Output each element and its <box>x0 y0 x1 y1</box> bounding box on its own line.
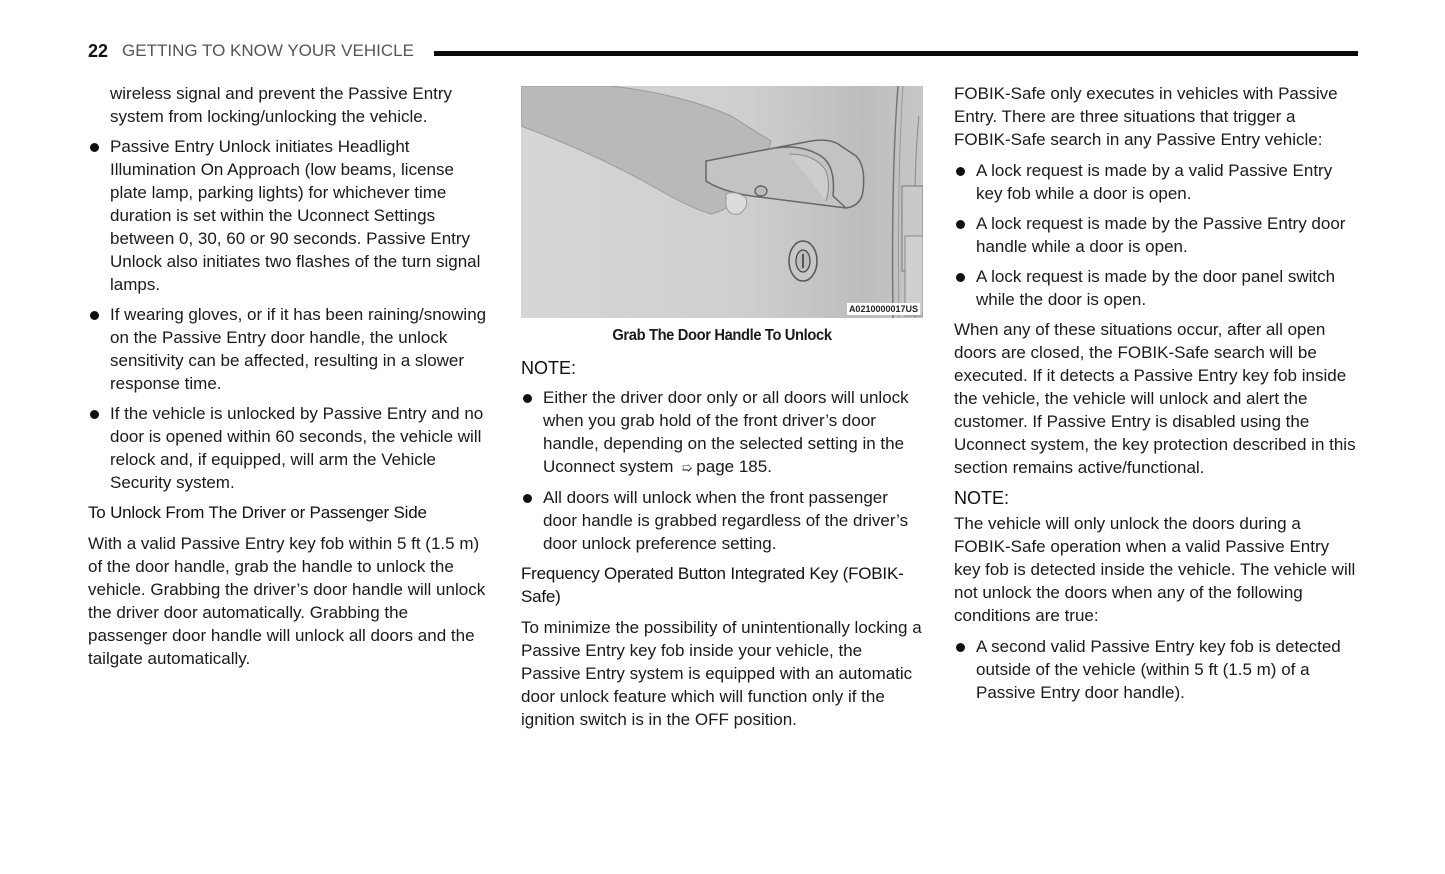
bullet-icon <box>90 311 99 320</box>
list-item <box>954 159 1356 205</box>
chapter-title: GETTING TO KNOW YOUR VEHICLE <box>122 41 414 60</box>
list-item <box>88 135 490 296</box>
list-item-text: If the vehicle is unlocked by Passive Entry and no door is opened within 60 seconds, the vehicle will relock and, if equipped, will arm the Vehicle Security system. <box>110 404 484 492</box>
bullet-icon <box>90 410 99 419</box>
column-1 <box>88 82 490 678</box>
note-label: NOTE: <box>521 358 577 378</box>
page-number: 22 <box>88 40 109 61</box>
page-header <box>88 38 1358 64</box>
bullet-icon <box>523 494 532 503</box>
door-handle-figure <box>521 86 923 318</box>
cross-reference-arrow-icon: ➯ <box>681 460 693 475</box>
bullet-icon <box>956 167 965 176</box>
fobik-safe-paragraph: To minimize the possibility of unintentionally locking a Passive Entry key fob inside your vehicle, the Passive Entry system is equipped with an automatic door unlock feature which will function only if the ignition switch is in the OFF position. <box>521 618 922 729</box>
list-item-text: A lock request is made by the door panel switch while the door is open. <box>976 267 1336 309</box>
bullet-icon <box>90 143 99 152</box>
list-item-text: A second valid Passive Entry key fob is detected outside of the vehicle (within 5 ft (1.5 m) of a Passive Entry door handle). <box>976 637 1341 702</box>
list-item <box>954 265 1356 311</box>
note-paragraph: The vehicle will only unlock the doors during a FOBIK-Safe operation when a valid Passive Entry key fob is detected inside the vehicle. The vehicle will not unlock the doors when any of the following conditions are true: <box>954 514 1356 625</box>
hand-grabbing-door-handle-icon <box>521 86 923 318</box>
note-label: NOTE: <box>954 488 1010 508</box>
unlock-instructions-paragraph: With a valid Passive Entry key fob within 5 ft (1.5 m) of the door handle, grab the handle to unlock the vehicle. Grabbing the driver’s door handle will unlock the driver door automatically. Grabbing the passenger door handle will unlock all doors and the tailgate automatically. <box>88 534 486 668</box>
page-reference-link[interactable]: page 185. <box>696 457 772 476</box>
figure-code: A0210000017US <box>848 304 918 314</box>
note-bullet-list <box>521 386 923 555</box>
fobik-safe-intro-paragraph: FOBIK-Safe only executes in vehicles with Passive Entry. There are three situations that trigger a FOBIK-Safe search in any Passive Entry vehicle: <box>954 84 1338 149</box>
list-item <box>954 635 1356 704</box>
bullet-icon <box>523 394 532 403</box>
list-item-text: A lock request is made by the Passive Entry door handle while a door is open. <box>976 214 1346 256</box>
condition-bullet-list <box>954 635 1356 704</box>
list-item-text: Passive Entry Unlock initiates Headlight Illumination On Approach (low beams, license plate lamp, parking lights) for whichever time duration is set within the Uconnect Settings between 0, 30, 60 or 90 seconds. Passive Entry Unlock also initiates two flashes of the turn signal lamps. <box>110 137 481 294</box>
column-2 <box>521 82 923 739</box>
bullet-icon <box>956 643 965 652</box>
fobik-safe-search-paragraph: When any of these situations occur, after all open doors are closed, the FOBIK-Safe search will be executed. If it detects a Passive Entry key fob inside the vehicle, the vehicle will unlock and alert the customer. If Passive Entry is disabled using the Uconnect system, the key protection described in this section remains active/functional. <box>954 320 1356 477</box>
bullet-icon <box>956 220 965 229</box>
list-item <box>954 212 1356 258</box>
continuation-paragraph: wireless signal and prevent the Passive Entry system from locking/unlocking the vehicle. <box>110 84 453 126</box>
list-item-text: All doors will unlock when the front passenger door handle is grabbed regardless of the driver’s door unlock preference setting. <box>543 488 909 553</box>
list-item <box>521 386 923 479</box>
list-item-text: If wearing gloves, or if it has been raining/snowing on the Passive Entry door handle, the unlock sensitivity can be affected, resulting in a slower response time. <box>110 305 487 393</box>
section-heading-unlock-driver-passenger: To Unlock From The Driver or Passenger Side <box>88 503 427 522</box>
list-item <box>88 402 490 494</box>
feature-bullet-list <box>88 135 490 494</box>
list-item-text: A lock request is made by a valid Passive Entry key fob while a door is open. <box>976 161 1333 203</box>
bullet-icon <box>956 273 965 282</box>
trigger-bullet-list <box>954 159 1356 311</box>
list-item <box>521 486 923 555</box>
column-3 <box>954 82 1356 711</box>
section-heading-fobik-safe: Frequency Operated Button Integrated Key (FOBIK-Safe) <box>521 564 904 606</box>
header-rule-divider <box>434 51 1358 56</box>
figure-caption: Grab The Door Handle To Unlock <box>612 327 832 344</box>
list-item-text: Either the driver door only or all doors will unlock when you grab hold of the front driver’s door handle, depending on the selected setting in the Uconnect system <box>543 388 909 476</box>
list-item <box>88 303 490 395</box>
